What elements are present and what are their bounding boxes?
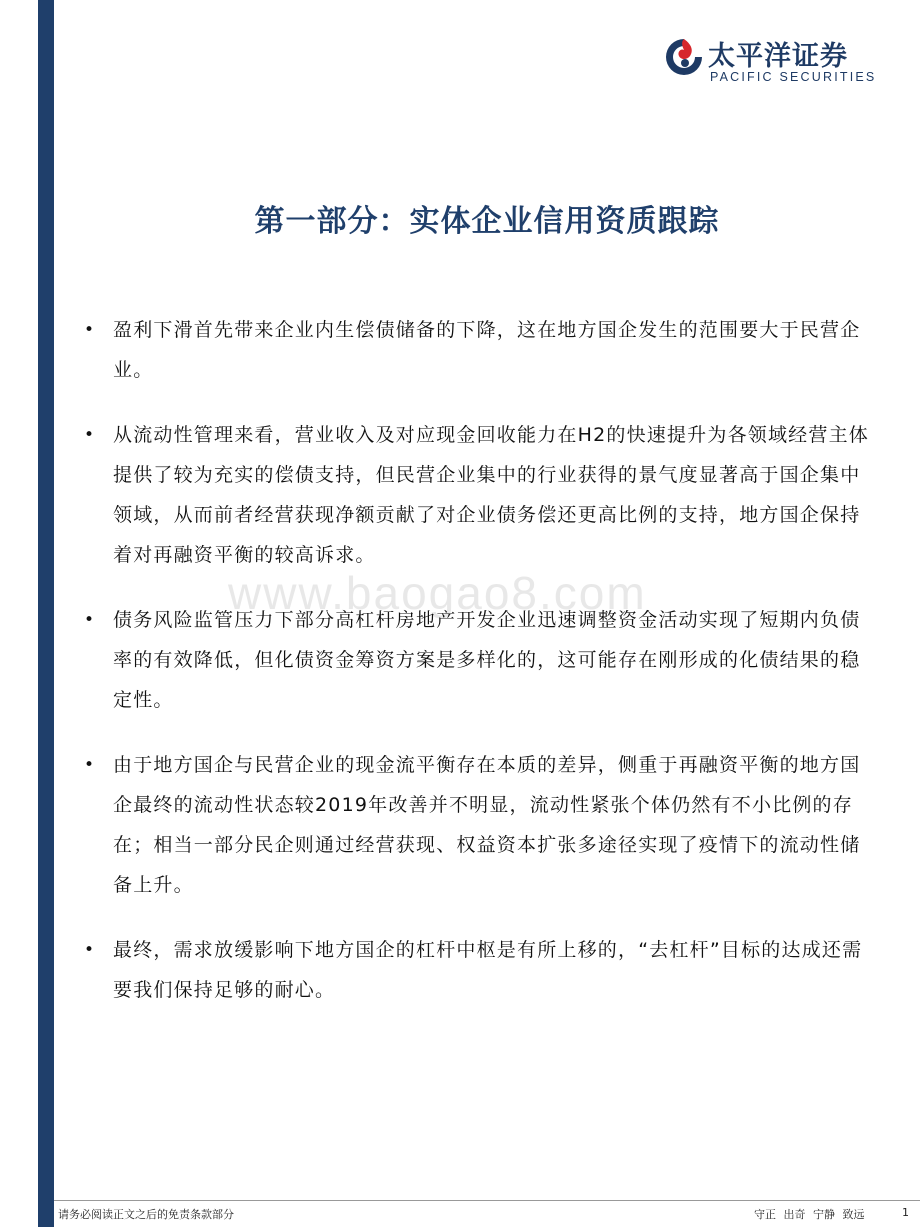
bullet-text: 最终，需求放缓影响下地方国企的杠杆中枢是有所上移的，“去杠杆”目标的达成还需要我们保持足够的耐心。 xyxy=(113,939,863,1001)
pacific-securities-logo-icon xyxy=(664,36,704,78)
bullet-dot-icon: • xyxy=(84,610,96,630)
logo-chinese-name: 太平洋证券 xyxy=(708,41,848,72)
bullet-dot-icon: • xyxy=(84,755,96,775)
bullet-list xyxy=(84,310,874,1035)
bullet-dot-icon: • xyxy=(84,320,96,340)
page-title: 第一部分：实体企业信用资质跟踪 xyxy=(254,204,720,239)
bullet-item xyxy=(84,930,874,1010)
watermark: www.baogao8.com xyxy=(228,567,647,619)
footer-motto: 守正 出奇 宁静 致远 xyxy=(754,1208,865,1221)
bullet-text: 从流动性管理来看，营业收入及对应现金回收能力在H2的快速提升为各领域经营主体提供了较为充实的偿债支持，但民营企业集中的行业获得的景气度显著高于国企集中领域，从而前者经营获现净额贡献了对企业债务偿还更高比例的支持，地方国企保持着对再融资平衡的较高诉求。 xyxy=(113,424,869,566)
bullet-text: 由于地方国企与民营企业的现金流平衡存在本质的差异，侧重于再融资平衡的地方国企最终的流动性状态较2019年改善并不明显，流动性紧张个体仍然有不小比例的存在；相当一部分民企则通过经营获现、权益资本扩张多途径实现了疫情下的流动性储备上升。 xyxy=(113,754,861,896)
page-number: 1 xyxy=(902,1206,909,1219)
bullet-text: 债务风险监管压力下部分高杠杆房地产开发企业迅速调整资金活动实现了短期内负债率的有效降低，但化债资金筹资方案是多样化的，这可能存在刚形成的化债结果的稳定性。 xyxy=(113,609,861,711)
bullet-dot-icon: • xyxy=(84,940,96,960)
footer-divider xyxy=(54,1200,920,1201)
bullet-text: 盈利下滑首先带来企业内生偿债储备的下降，这在地方国企发生的范围要大于民营企业。 xyxy=(113,319,861,381)
left-side-bar xyxy=(38,0,54,1227)
bullet-item xyxy=(84,600,874,720)
bullet-item xyxy=(84,415,874,575)
bullet-dot-icon: • xyxy=(84,425,96,445)
footer-disclaimer: 请务必阅读正文之后的免责条款部分 xyxy=(58,1208,234,1221)
logo-english-name: PACIFIC SECURITIES xyxy=(710,70,877,84)
bullet-item xyxy=(84,745,874,905)
company-logo xyxy=(664,34,877,90)
bullet-item xyxy=(84,310,874,390)
